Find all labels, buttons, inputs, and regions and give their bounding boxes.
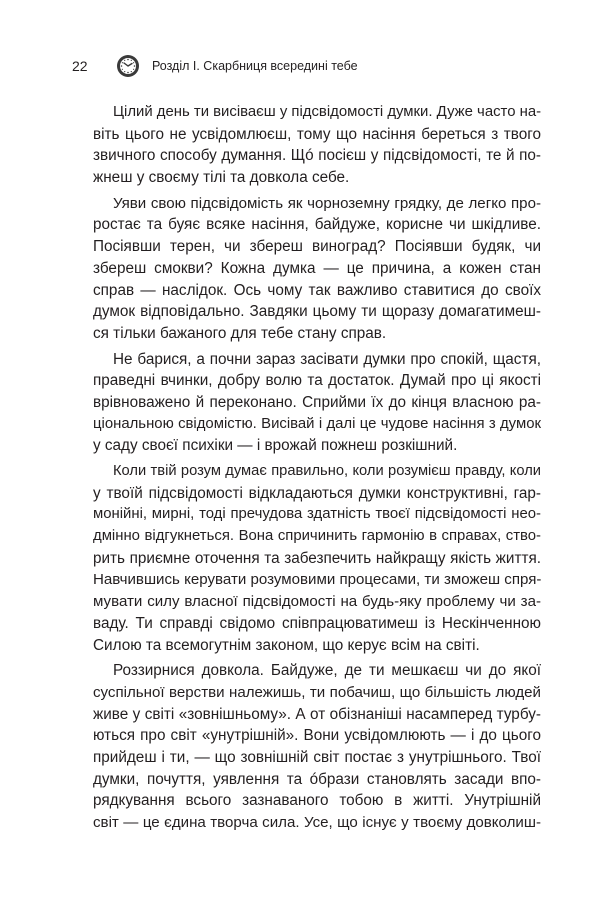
text-line: Цілий день ти висіваєш у підсвідомості думки. Дуже часто на- bbox=[113, 104, 542, 120]
text-line: Силою та всемогутнім законом, що керує всім на світі. bbox=[93, 636, 480, 654]
text-line: у саду своєї психіки — і врожай пожнеш розкішний. bbox=[93, 437, 458, 455]
paragraph bbox=[93, 193, 541, 345]
text-line: віть цього не усвідомлюєш, тому що насіння береться з твого bbox=[93, 125, 541, 143]
text-line: Посіявши терен, чи збереш виноград? Посіявши будяк, чи bbox=[93, 238, 541, 256]
text-line: суспільної верстви належишь, ти побачиш, що більшість людей bbox=[93, 683, 541, 701]
text-line: справ — наслідок. Ось чому так важливо ставитися до своїх bbox=[93, 281, 541, 299]
text-line: у твоїй підсвідомості відкладаються думки конструктивні, гар- bbox=[93, 484, 541, 502]
text-line: ростає та буяє всяке насіння, байдуже, корисне чи шкідливе. bbox=[93, 216, 541, 234]
running-title: Розділ І. Скарбниця всередині тебе bbox=[152, 59, 358, 73]
text-line: Роззирнися довкола. Байдуже, де ти мешкаєш чи до якої bbox=[113, 662, 541, 680]
body-text bbox=[93, 102, 541, 838]
text-line: жнеш у своєму тілі та довкола себе. bbox=[93, 169, 350, 187]
text-line: Уяви свою підсвідомість як чорноземну грядку, де легко про- bbox=[113, 194, 541, 212]
text-line: думки, почуття, уявлення та óбрази становлять засади впо- bbox=[93, 770, 541, 788]
text-line: збереш смокви? Кожна думка — це причина, а кожен стан bbox=[93, 259, 541, 277]
text-line: врівноважено й переконано. Сприйми їх до кінця власною ра- bbox=[93, 393, 541, 411]
clock-icon bbox=[116, 54, 140, 78]
text-line: Коли твій розум думає правильно, коли розумієш правду, коли bbox=[113, 463, 541, 479]
paragraph bbox=[93, 461, 541, 656]
text-line: живе у світі «зовнішньому». А от обізнаніші насамперед турбу- bbox=[93, 705, 541, 723]
text-line: прийдеш і ти, — що зовнішній світ постає з унутрішнього. Твої bbox=[93, 748, 541, 766]
text-line: Не барися, а почни зараз засівати думки про спокій, щастя, bbox=[113, 350, 541, 368]
text-line: Навчившись керувати розумовими процесами, ти зможеш спря- bbox=[93, 571, 542, 589]
text-line: звичного способу думання. Щó посієш у підсвідомості, те й по- bbox=[93, 147, 541, 165]
text-line: світ — це єдина творча сила. Усе, що існує у твоєму довколиш- bbox=[93, 814, 541, 831]
text-line: думок відповідально. Завдяки цьому ти щоразу домагатимеш- bbox=[93, 303, 541, 321]
paragraph bbox=[93, 102, 541, 189]
text-line: праведні вчинки, добру волю та достаток. Думай про ці якості bbox=[93, 372, 541, 390]
text-line: ваду. Ти справді свідомо співпрацюватимеш із Нескінченною bbox=[93, 614, 541, 632]
paragraph bbox=[93, 349, 541, 457]
text-line: мувати силу власної підсвідомості на будь-яку проблему чи за- bbox=[93, 593, 541, 611]
text-line: рядкування всього зазнаваного тобою в житті. Унутрішній bbox=[93, 792, 541, 810]
paragraph bbox=[93, 660, 541, 834]
text-line: рить приємне оточення та забезпечить найкращу якість життя. bbox=[93, 549, 541, 567]
text-line: монійні, мирні, тоді пречудова здатність твоєї підсвідомості нео- bbox=[93, 506, 541, 523]
text-line: дмінно відгукнеться. Вона спричинить гармонію в справах, ство- bbox=[93, 528, 541, 545]
running-header bbox=[0, 54, 600, 80]
text-line: ціональною свідомістю. Висівай і далі це чудове насіння з думок bbox=[93, 415, 541, 432]
text-line: ся тільки бажаного для тебе стану справ. bbox=[93, 324, 387, 342]
page-number: 22 bbox=[72, 58, 88, 74]
text-line: ються про світ «унутрішній». Вони усвідомлюють — і до цього bbox=[93, 727, 541, 745]
